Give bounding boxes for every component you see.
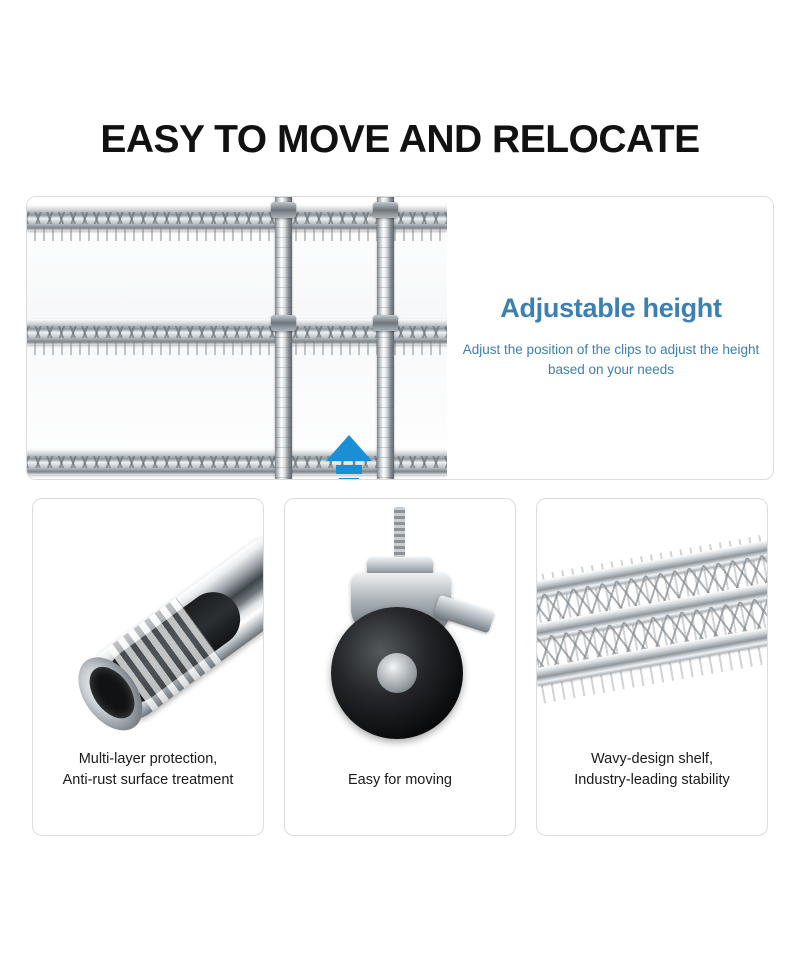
adjustable-height-subtitle: Adjust the position of the clips to adjust the height based on your needs	[462, 342, 760, 378]
caster-hub	[377, 653, 417, 693]
caption-line-2: Anti-rust surface treatment	[62, 771, 234, 788]
chrome-tube-photo	[33, 499, 263, 757]
caster-threaded-stem	[394, 507, 405, 559]
shelving-photo	[27, 197, 447, 479]
adjustable-height-copy	[451, 293, 771, 381]
feature-panel-multi-layer-protection	[32, 498, 264, 836]
chrome-tube-illustration	[33, 499, 263, 757]
caption-line-1: Easy for moving	[348, 771, 452, 788]
shelf-clip-mid-left	[271, 315, 296, 331]
wavy-shelf-photo	[537, 499, 767, 757]
shelf-clip-upper-right	[373, 202, 398, 218]
caster-wheel-photo	[285, 499, 515, 757]
shelf-post-left	[275, 197, 292, 479]
caption-line-2: Industry-leading stability	[574, 771, 730, 788]
feature-caption-easy-for-moving	[285, 770, 515, 791]
feature-caption-wavy-design-shelf	[537, 749, 767, 791]
caption-line-1: Multi-layer protection,	[78, 750, 218, 767]
feature-caption-multi-layer-protection	[33, 749, 263, 791]
shelf-post-right	[377, 197, 394, 479]
adjustable-height-panel	[26, 196, 774, 480]
caption-line-1: Wavy-design shelf,	[591, 750, 713, 767]
shelf-clip-upper-left	[271, 202, 296, 218]
up-arrow-icon	[326, 435, 372, 480]
page-title: EASY TO MOVE AND RELOCATE	[100, 118, 700, 161]
shelf-clip-mid-right	[373, 315, 398, 331]
adjustable-height-title: Adjustable height	[500, 293, 722, 323]
feature-panel-wavy-design-shelf	[536, 498, 768, 836]
wavy-shelf-illustration	[537, 534, 767, 727]
feature-panel-easy-for-moving	[284, 498, 516, 836]
